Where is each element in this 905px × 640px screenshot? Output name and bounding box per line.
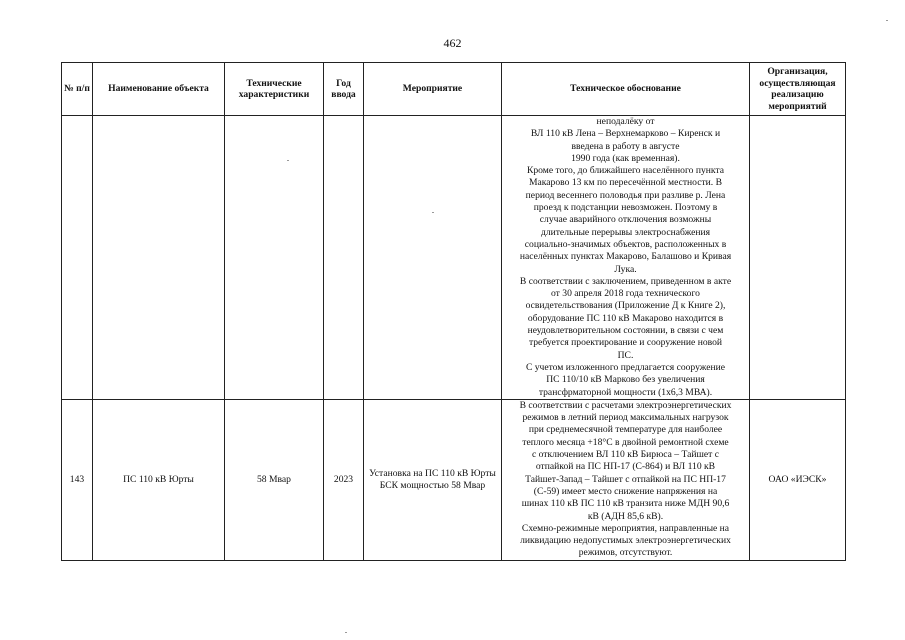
text-line: ликвидацию недопустимых электроэнергетических <box>520 535 731 547</box>
cell-object-empty <box>93 116 225 400</box>
cell-year-empty <box>324 116 364 400</box>
cell-characteristics: 58 Мвар <box>225 399 324 560</box>
text-line: режимов, отсутствуют. <box>578 547 673 559</box>
text-line: проезд к подстанции невозможен. Поэтому в <box>533 202 718 214</box>
text-line: неудовлетворительном состоянии, в связи с чем <box>527 325 724 337</box>
text-line: Кроме того, до ближайшего населённого пункта <box>526 165 725 177</box>
text-line: социально-значимых объектов, расположенных в <box>524 238 727 250</box>
text-line: С учетом изложенного предлагается сооружение <box>525 361 726 373</box>
text-line: Тайшет-Запад – Тайшет с отпайкой на ПС НП-17 <box>525 473 726 485</box>
text-line: 1990 года (как временная). <box>571 152 680 164</box>
header-organization: Организация, осуществляющая реализацию мероприятий <box>750 63 846 116</box>
table-header-row <box>62 63 846 116</box>
scan-speck <box>287 160 289 161</box>
header-measure: Мероприятие <box>364 63 502 116</box>
text-line: оборудование ПС 110 кВ Макарово находится в <box>527 312 724 324</box>
cell-year: 2023 <box>324 399 364 560</box>
scan-speck <box>432 212 434 213</box>
text-line: с отключением ВЛ 110 кВ Бирюса – Тайшет с <box>531 449 720 461</box>
header-year: Год ввода <box>324 63 364 116</box>
scan-speck <box>345 632 347 633</box>
text-line: трансфрматорной мощности (1х6,3 МВА). <box>538 386 713 398</box>
text-line: длительные перерывы электроснабжения <box>540 226 711 238</box>
measures-table <box>61 62 846 561</box>
text-line: период весеннего половодья при разливе р. Лена <box>525 189 726 201</box>
text-line: при среднемесячной температуре для наиболее <box>528 424 723 436</box>
cell-justification-continuation <box>502 116 750 400</box>
cell-measure: Установка на ПС 110 кВ Юрты БСК мощностью 58 Мвар <box>364 399 502 560</box>
header-justification: Техническое обоснование <box>502 63 750 116</box>
header-number: № п/п <box>62 63 93 116</box>
text-line: неподалёку от <box>596 116 655 127</box>
table-row-continuation <box>62 116 846 400</box>
page-number: 462 <box>443 36 462 50</box>
text-line: населённых пунктах Макарово, Балашово и Кривая <box>519 251 732 263</box>
text-line: режимов в летний период максимальных нагрузок <box>522 412 729 424</box>
table-row-143 <box>62 399 846 560</box>
cell-object-name: ПС 110 кВ Юрты <box>93 399 225 560</box>
text-line: от 30 апреля 2018 года технического <box>551 288 700 300</box>
cell-characteristics-empty <box>225 116 324 400</box>
text-line: Макарово 13 км по пересечённой местности. В <box>529 177 722 189</box>
scan-speck <box>886 20 888 21</box>
header-characteristics: Технические характеристики <box>225 63 324 116</box>
text-line: ПС. <box>617 349 634 361</box>
text-line: теплого месяца +18°С в двойной ремонтной схеме <box>522 436 729 448</box>
cell-number: 143 <box>62 399 93 560</box>
text-line: требуется проектирование и сооружение новой <box>528 337 723 349</box>
text-line: кВ (АДН 85,6 кВ). <box>587 510 664 522</box>
text-line: Схемно-режимные мероприятия, направленные на <box>521 522 730 534</box>
text-line: (С-59) имеет место снижение напряжения на <box>533 485 718 497</box>
text-line: В соответствии с заключением, приведенном в акте <box>519 275 732 287</box>
text-line: введена в работу в августе <box>571 140 680 152</box>
cell-measure-empty <box>364 116 502 400</box>
text-line: ПС 110/10 кВ Марково без увеличения <box>546 374 705 386</box>
cell-justification <box>502 399 750 560</box>
text-line: шинах 110 кВ ПС 110 кВ транзита ниже МДН 90,6 <box>521 498 730 510</box>
cell-number-empty <box>62 116 93 400</box>
text-line: освидетельствования (Приложение Д к Книге 2), <box>525 300 726 312</box>
cell-organization-empty <box>750 116 846 400</box>
header-object-name: Наименование объекта <box>93 63 225 116</box>
text-line: ВЛ 110 кВ Лена – Верхнемарково – Киренск и <box>530 128 721 140</box>
text-line: случае аварийного отключения возможны <box>539 214 712 226</box>
text-line: В соответствии с расчетами электроэнергетических <box>519 399 732 411</box>
cell-organization: ОАО «ИЭСК» <box>750 399 846 560</box>
text-line: Лука. <box>614 263 637 275</box>
text-line: отпайкой на ПС НП-17 (С-864) и ВЛ 110 кВ <box>535 461 716 473</box>
